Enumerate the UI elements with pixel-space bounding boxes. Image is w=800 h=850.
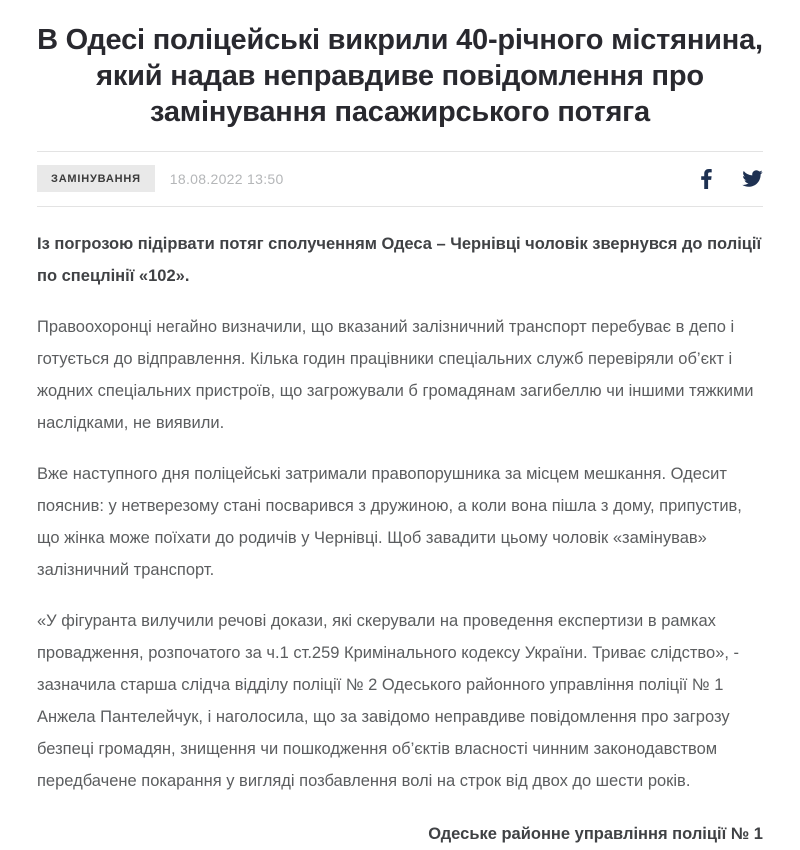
source-byline: Одеське районне управління поліції № 1 bbox=[428, 825, 763, 843]
article-meta-bar bbox=[37, 151, 763, 207]
twitter-share-icon[interactable] bbox=[741, 168, 763, 190]
article-body bbox=[37, 207, 763, 850]
paragraph-1: Правоохоронці негайно визначили, що вказаний залізничний транспорт перебуває в депо і готується до відправлення. Кілька годин працівники спеціальних служб перевіряли об’єкт і жодних спеціальних пристроїв, що загрожували б громадянам загибеллю чи іншими тяжкими наслідками, не виявили. bbox=[37, 318, 754, 432]
paragraph-3: «У фігуранта вилучили речові докази, які скерували на проведення експертизи в рамках провадження, розпочатого за ч.1 ст.259 Кримінального кодексу України. Триває слідство», - зазначила старша слідча відділу поліції № 2 Одеського районного управління поліції № 1 Анжела Пантелейчук, і наголосила, що за завідомо неправдиве повідомлення про загрозу безпеці громадян, знищення чи пошкодження об’єктів власності чинним законодавством передбачене покарання у вигляді позбавлення волі на строк від двох до шести років. bbox=[37, 612, 740, 790]
publish-timestamp: 18.08.2022 13:50 bbox=[169, 170, 284, 187]
article-title: В Одесі поліцейські викрили 40-річного містянина, який надав неправдиве повідомлення про замінування пасажирського потяга bbox=[37, 24, 763, 128]
category-badge[interactable]: ЗАМІНУВАННЯ bbox=[37, 165, 155, 192]
facebook-share-icon[interactable] bbox=[695, 168, 717, 190]
paragraph-2: Вже наступного дня поліцейські затримали правопорушника за місцем мешкання. Одесит пояснив: у нетверезому стані посварився з дружиною, а коли вона пішла з дому, припустив, що жінка може поїхати до родичів у Чернівці. Щоб завадити цьому чоловік «замінував» залізничний транспорт. bbox=[37, 465, 742, 579]
lead-paragraph: Із погрозою підірвати потяг сполученням Одеса – Чернівці чоловік звернувся до поліції по спецлінії «102». bbox=[37, 235, 762, 285]
